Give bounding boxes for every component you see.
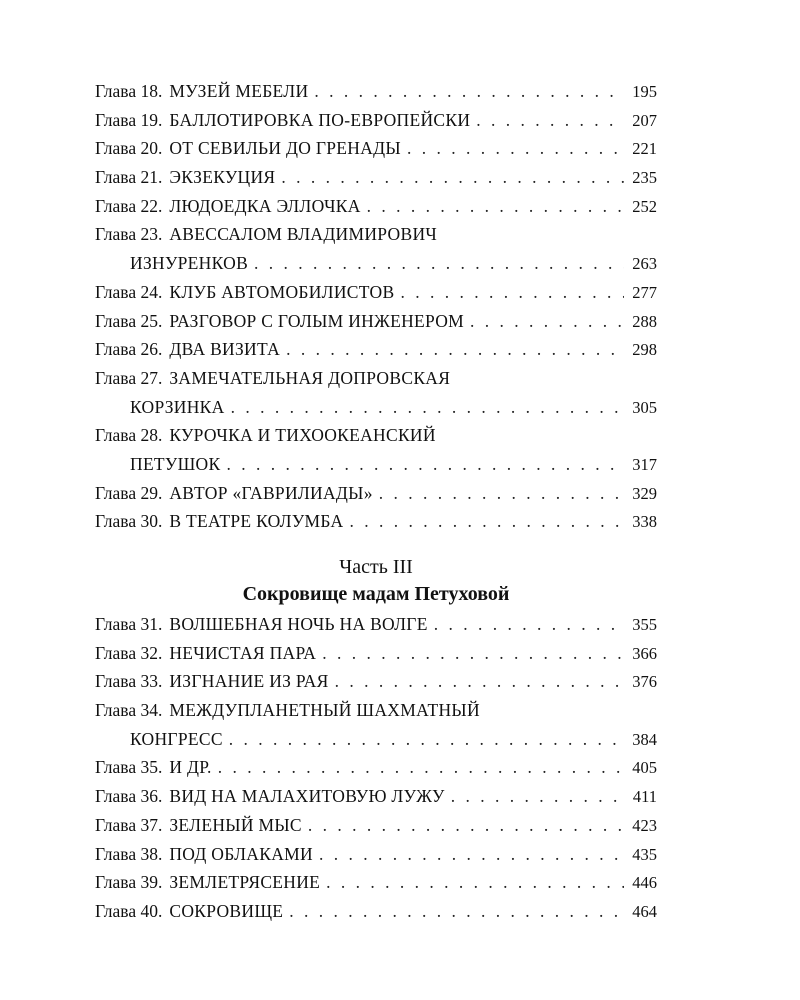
dot-leader [231, 397, 625, 418]
chapter-title: МУЗЕЙ МЕБЕЛИ [169, 81, 309, 101]
chapter-number: Глава 21. [95, 167, 163, 188]
page-number: 221 [632, 139, 657, 159]
chapter-title: АВЕССАЛОМ ВЛАДИМИРОВИЧ [169, 224, 438, 245]
dot-leader [470, 311, 624, 332]
toc-entry [95, 786, 657, 815]
toc-entry [95, 81, 657, 110]
chapter-title-continuation: ИЗНУРЕНКОВ [130, 253, 249, 274]
page-number: 423 [632, 815, 657, 835]
toc-entry-first-line [95, 224, 657, 253]
toc-entry-first-line [95, 425, 657, 454]
chapter-title: БАЛЛОТИРОВКА ПО-ЕВРОПЕЙСКИ [169, 109, 471, 130]
page-number: 317 [632, 454, 657, 474]
part-number: Часть III [339, 556, 413, 578]
chapter-title: АВТОР «ГАВРИЛИАДЫ» [169, 482, 373, 503]
dot-leader [434, 614, 625, 635]
page-number: 263 [632, 254, 657, 274]
chapter-number: Глава 31. [95, 614, 163, 634]
page-number: 435 [632, 844, 657, 864]
page-number: 405 [632, 758, 657, 778]
chapter-number: Глава 40. [95, 900, 163, 921]
chapter-title-continuation: КОНГРЕСС [130, 728, 223, 749]
toc-entry [95, 901, 657, 930]
chapter-title: НЕЧИСТАЯ ПАРА [169, 642, 317, 663]
table-of-contents [95, 81, 657, 930]
dot-leader [367, 196, 625, 217]
page-number: 305 [632, 397, 657, 417]
toc-entry [95, 614, 657, 643]
page-number: 376 [632, 672, 657, 692]
chapter-title: И ДР. [169, 757, 212, 778]
page-number: 366 [632, 643, 657, 663]
chapter-number: Глава 39. [95, 872, 163, 893]
dot-leader [289, 901, 624, 922]
chapter-title: СОКРОВИЩЕ [169, 900, 284, 921]
chapter-title: ЗЕМЛЕТРЯСЕНИЕ [169, 872, 321, 893]
dot-leader [218, 757, 625, 778]
chapter-title: КУРОЧКА И ТИХООКЕАНСКИЙ [169, 425, 436, 446]
page-number: 411 [632, 787, 657, 807]
toc-entry-continuation [95, 253, 657, 282]
chapter-number: Глава 30. [95, 511, 163, 532]
toc-entry-first-line [95, 368, 657, 397]
chapter-title: В ТЕАТРЕ КОЛУМБА [169, 511, 344, 532]
chapter-number: Глава 22. [95, 195, 163, 216]
chapter-number: Глава 29. [95, 482, 163, 503]
chapter-title: ДВА ВИЗИТА [169, 339, 281, 360]
dot-leader [319, 844, 624, 865]
toc-entry-continuation [95, 397, 657, 426]
chapter-number: Глава 34. [95, 700, 163, 721]
chapter-title: ВИД НА МАЛАХИТОВУЮ ЛУЖУ [169, 786, 445, 807]
toc-entry [95, 511, 657, 540]
chapter-title-continuation: КОРЗИНКА [130, 396, 225, 417]
dot-leader [407, 138, 624, 159]
toc-entry [95, 844, 657, 873]
toc-entry [95, 138, 657, 167]
chapter-title: ЗАМЕЧАТЕЛЬНАЯ ДОПРОВСКАЯ [169, 367, 451, 388]
chapter-number: Глава 18. [95, 81, 163, 101]
chapter-title: РАЗГОВОР С ГОЛЫМ ИНЖЕНЕРОМ [169, 310, 465, 331]
page-number: 252 [632, 196, 657, 216]
dot-leader [451, 786, 625, 807]
chapter-title: ВОЛШЕБНАЯ НОЧЬ НА ВОЛГЕ [169, 614, 428, 634]
chapter-number: Глава 35. [95, 757, 163, 778]
chapter-title: ПОД ОБЛАКАМИ [169, 843, 313, 864]
chapter-number: Глава 24. [95, 281, 163, 302]
chapter-title: ИЗГНАНИЕ ИЗ РАЯ [169, 671, 329, 692]
page-number: 277 [632, 282, 657, 302]
part-heading [95, 554, 657, 608]
page-number: 288 [632, 311, 657, 331]
chapter-number: Глава 38. [95, 843, 163, 864]
dot-leader [379, 483, 624, 504]
dot-leader [281, 167, 624, 188]
dot-leader [254, 253, 624, 274]
toc-entry [95, 643, 657, 672]
page-number: 338 [632, 512, 657, 532]
chapter-title: ОТ СЕВИЛЬИ ДО ГРЕНАДЫ [169, 138, 401, 159]
toc-entry [95, 671, 657, 700]
page-number: 329 [632, 483, 657, 503]
part-title: Сокровище мадам Петуховой [242, 583, 510, 605]
page-number: 207 [632, 110, 657, 130]
chapter-number: Глава 19. [95, 109, 163, 130]
chapter-number: Глава 25. [95, 310, 163, 331]
toc-entry [95, 110, 657, 139]
toc-entry-first-line [95, 700, 657, 729]
toc-entry [95, 339, 657, 368]
toc-entry [95, 483, 657, 512]
dot-leader [326, 872, 624, 893]
page-number: 195 [632, 82, 657, 101]
chapter-number: Глава 26. [95, 339, 163, 360]
dot-leader [286, 339, 624, 360]
chapter-number: Глава 20. [95, 138, 163, 159]
page-number: 384 [632, 729, 657, 749]
dot-leader [322, 643, 624, 664]
toc-entry-continuation [95, 729, 657, 758]
chapter-title-continuation: ПЕТУШОК [130, 453, 221, 474]
toc-entry [95, 282, 657, 311]
chapter-title: ЭКЗЕКУЦИЯ [169, 167, 276, 188]
page-number: 298 [632, 340, 657, 360]
toc-entry [95, 167, 657, 196]
chapter-title: ЛЮДОЕДКА ЭЛЛОЧКА [169, 195, 361, 216]
dot-leader [400, 282, 624, 303]
page-number: 446 [632, 873, 657, 893]
toc-entry [95, 872, 657, 901]
chapter-title: КЛУБ АВТОМОБИЛИСТОВ [169, 281, 395, 302]
chapter-number: Глава 23. [95, 224, 163, 245]
dot-leader [335, 671, 625, 692]
dot-leader [476, 110, 624, 131]
chapter-number: Глава 28. [95, 425, 163, 446]
toc-entry [95, 815, 657, 844]
dot-leader [314, 81, 624, 102]
toc-entry [95, 196, 657, 225]
page-number: 235 [632, 168, 657, 188]
chapter-number: Глава 32. [95, 642, 163, 663]
chapter-number: Глава 36. [95, 786, 163, 807]
dot-leader [229, 729, 624, 750]
page-number: 355 [632, 615, 657, 634]
dot-leader [349, 511, 624, 532]
dot-leader [308, 815, 624, 836]
toc-entry [95, 757, 657, 786]
chapter-number: Глава 37. [95, 814, 163, 835]
page-number: 464 [632, 901, 657, 921]
chapter-title: ЗЕЛЕНЫЙ МЫС [169, 814, 302, 835]
dot-leader [226, 454, 624, 475]
chapter-title: МЕЖДУПЛАНЕТНЫЙ ШАХМАТНЫЙ [169, 700, 480, 721]
toc-entry-continuation [95, 454, 657, 483]
chapter-number: Глава 27. [95, 367, 163, 388]
chapter-number: Глава 33. [95, 671, 163, 692]
toc-entry [95, 311, 657, 340]
